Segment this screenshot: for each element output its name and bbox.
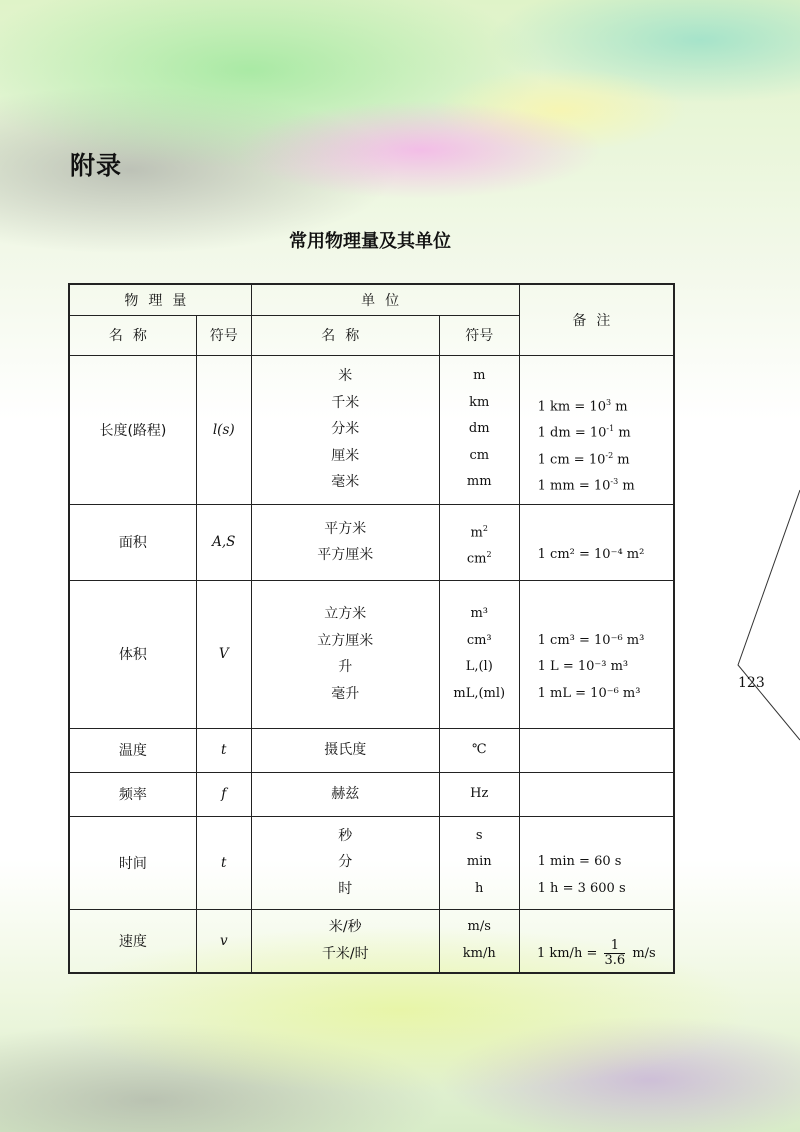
unit-note: 1 km = $10^3$ m — [537, 397, 628, 415]
unit-symbol: $cm^2$ — [466, 550, 492, 567]
fraction: $\frac{1}{3.6}$ — [604, 938, 626, 968]
unit-note: 1 cm² = 10⁻⁴ m² — [537, 547, 645, 562]
header-name: 名称 — [69, 315, 196, 355]
unit-name: 升 — [338, 659, 353, 675]
unit-note: 1 mm = $10^{-3}$ m — [537, 477, 635, 494]
quantity-symbol: A,S — [196, 504, 251, 580]
units-table — [68, 283, 675, 974]
unit-name: 米/秒 — [328, 919, 362, 936]
quantity-name: 时间 — [69, 816, 196, 909]
header-unit-symbol: 符号 — [439, 315, 519, 355]
quantity-name: 速度 — [69, 909, 196, 973]
header-quantity: 物理量 — [69, 284, 251, 315]
unit-symbol: km/h — [462, 945, 496, 961]
table-row — [69, 355, 674, 504]
quantity-symbol: l(s) — [196, 355, 251, 504]
quantity-name: 长度(路程) — [69, 355, 196, 504]
quantity-name: 温度 — [69, 728, 196, 772]
unit-symbol: h — [475, 880, 484, 896]
unit-symbol: ℃ — [471, 741, 487, 757]
table-row — [69, 504, 674, 580]
quantity-symbol: t — [196, 728, 251, 772]
unit-name: 米 — [338, 368, 353, 385]
quantity-name: 体积 — [69, 580, 196, 728]
unit-name: 赫兹 — [331, 785, 360, 802]
unit-name: 秒 — [338, 827, 353, 844]
unit-note: 1 L = 10⁻³ m³ — [537, 659, 629, 674]
quantity-symbol: V — [196, 580, 251, 728]
unit-name: 厘米 — [331, 447, 360, 464]
unit-symbol: L,(l) — [465, 659, 493, 674]
quantity-symbol: t — [196, 816, 251, 909]
table-title: 常用物理量及其单位 — [289, 231, 451, 252]
page-edge-decoration — [720, 470, 800, 750]
unit-symbol: s — [475, 827, 483, 843]
unit-name: 立方厘米 — [317, 632, 374, 649]
unit-name: 立方米 — [324, 606, 367, 622]
unit-name: 摄氏度 — [324, 741, 367, 758]
header-unit-name: 名称 — [251, 315, 439, 355]
table-row — [69, 772, 674, 816]
unit-name: 平方厘米 — [317, 547, 374, 563]
unit-note: 1 cm = $10^{-2}$ m — [537, 450, 630, 468]
unit-symbol: cm³ — [466, 632, 492, 648]
appendix-title: 附录 — [70, 151, 123, 180]
unit-name: 千米 — [331, 394, 360, 411]
header-unit: 单位 — [251, 284, 519, 315]
unit-note: 1 min = 60 s — [537, 854, 622, 870]
quantity-name: 面积 — [69, 504, 196, 580]
unit-note: 1 cm³ = 10⁻⁶ m³ — [537, 632, 645, 648]
unit-note — [519, 772, 674, 816]
table-row — [69, 728, 674, 772]
speed-conversion-note: 1 km/h = $\frac{1}{3.6}$ m/s — [519, 909, 674, 973]
unit-name: 毫米 — [331, 474, 360, 491]
unit-name: 毫升 — [331, 685, 360, 702]
unit-note: 1 dm = $10^{-1}$ m — [537, 424, 631, 441]
unit-symbol: mm — [466, 474, 492, 490]
unit-symbol: mL,(ml) — [453, 685, 506, 701]
unit-symbol: dm — [468, 421, 490, 437]
unit-name: 分 — [338, 854, 353, 871]
quantity-symbol: f — [196, 772, 251, 816]
table-row — [69, 580, 674, 728]
unit-name: 时 — [338, 880, 353, 897]
quantity-name: 频率 — [69, 772, 196, 816]
unit-name: 千米/时 — [321, 945, 369, 962]
unit-note: 1 h = 3 600 s — [537, 880, 626, 896]
unit-note — [519, 728, 674, 772]
unit-name: 分米 — [331, 421, 360, 438]
unit-note: 1 mL = 10⁻⁶ m³ — [537, 685, 641, 701]
table-row — [69, 909, 674, 973]
unit-symbol: min — [466, 854, 492, 870]
quantity-symbol: v — [196, 909, 251, 973]
unit-symbol: Hz — [470, 785, 489, 801]
page-number: 123 — [738, 675, 765, 691]
unit-symbol: cm — [469, 447, 490, 463]
header-note: 备注 — [519, 284, 674, 355]
unit-symbol: m³ — [470, 606, 489, 621]
table-row — [69, 816, 674, 909]
unit-name: 平方米 — [324, 520, 367, 537]
unit-symbol: m/s — [467, 919, 491, 935]
header-symbol: 符号 — [196, 315, 251, 355]
unit-symbol: km — [469, 394, 490, 410]
unit-symbol: m — [473, 368, 486, 384]
unit-symbol: $m^2$ — [470, 523, 488, 540]
